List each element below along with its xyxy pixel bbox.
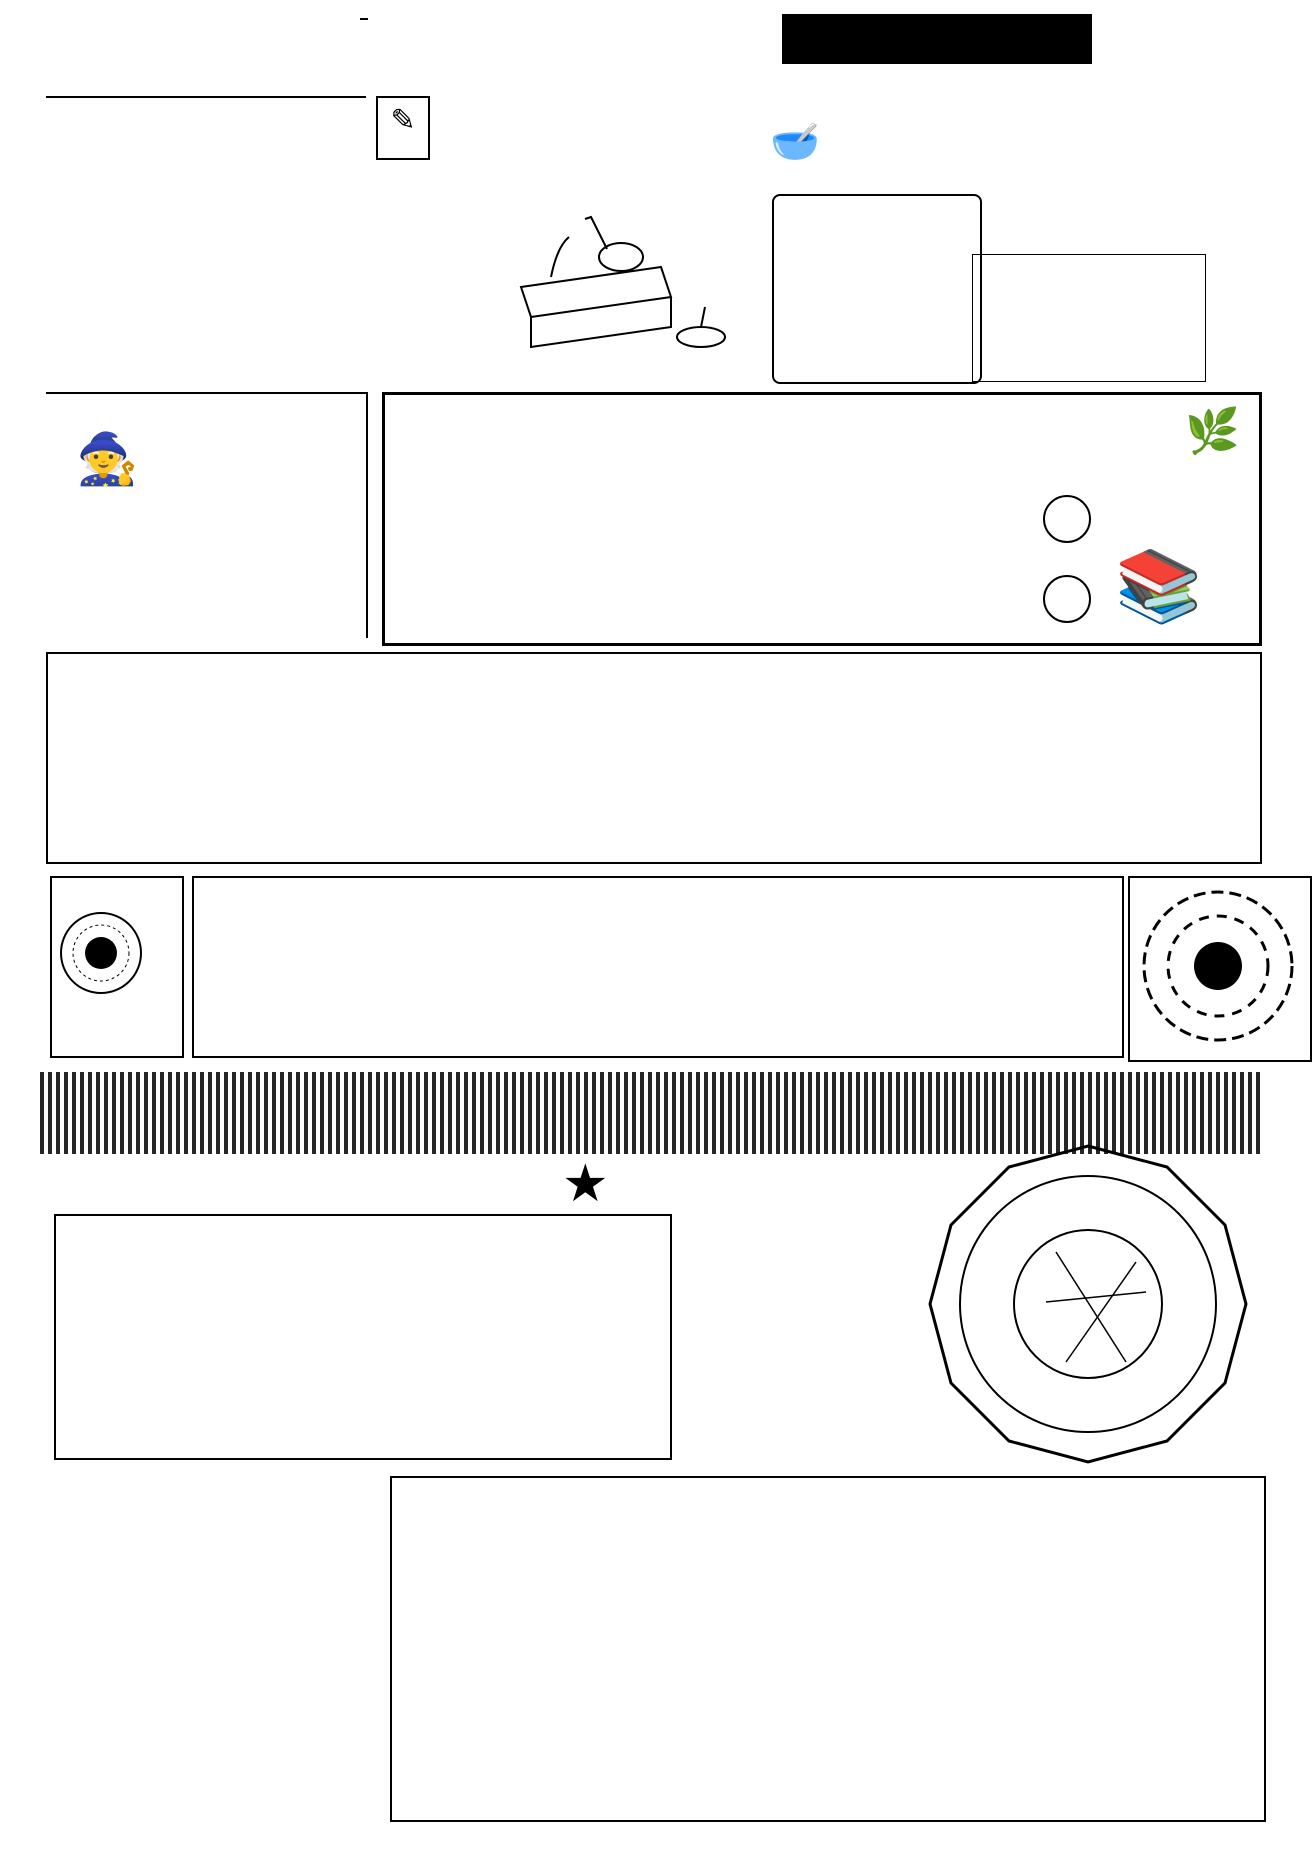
brand-strip-top <box>18 70 1298 84</box>
stamp-box <box>376 96 430 160</box>
bazi-chart <box>1128 876 1312 1062</box>
bazi-body <box>192 876 1124 1058</box>
duck-drawing-icon <box>511 197 731 357</box>
zodiac-wheel <box>926 1142 1250 1466</box>
stamp-art-icon: ✎ <box>390 103 416 138</box>
brand-strip-left <box>4 88 28 1813</box>
brand-strip-bottom <box>18 1820 1298 1834</box>
fire-number <box>1043 575 1091 623</box>
bazi-side <box>50 876 184 1058</box>
puzzle-panel <box>46 392 368 638</box>
star-icon: ★ <box>562 1154 609 1214</box>
zodiac-cells <box>154 654 1262 862</box>
song-box <box>54 1214 672 1460</box>
plant-icon: 🌿 <box>1185 406 1240 457</box>
maze-chart-icon <box>1130 878 1306 1054</box>
hot-table-panel <box>46 96 366 220</box>
fire-number <box>1043 495 1091 543</box>
scholar-illustration-icon: 🧙 <box>76 430 139 488</box>
main-text-panel <box>382 392 1262 646</box>
calendar <box>972 254 1206 382</box>
duck-illustration <box>510 196 730 356</box>
hot-table-title <box>46 96 366 98</box>
results-grid <box>390 1476 1266 1822</box>
bazi-panel <box>50 876 1264 1062</box>
book-stack-icon: 📚 <box>1115 545 1203 627</box>
zodiac-wheel-drawing <box>926 1142 1250 1466</box>
warning-box <box>782 14 1092 64</box>
bowl-icon: 🥣 <box>770 119 820 165</box>
bazi-side-label <box>146 884 178 1004</box>
zodiac-panel <box>46 652 1262 864</box>
issue-tag <box>360 18 368 20</box>
scroll-banner <box>772 194 982 384</box>
bagua-chart-icon <box>56 908 146 998</box>
